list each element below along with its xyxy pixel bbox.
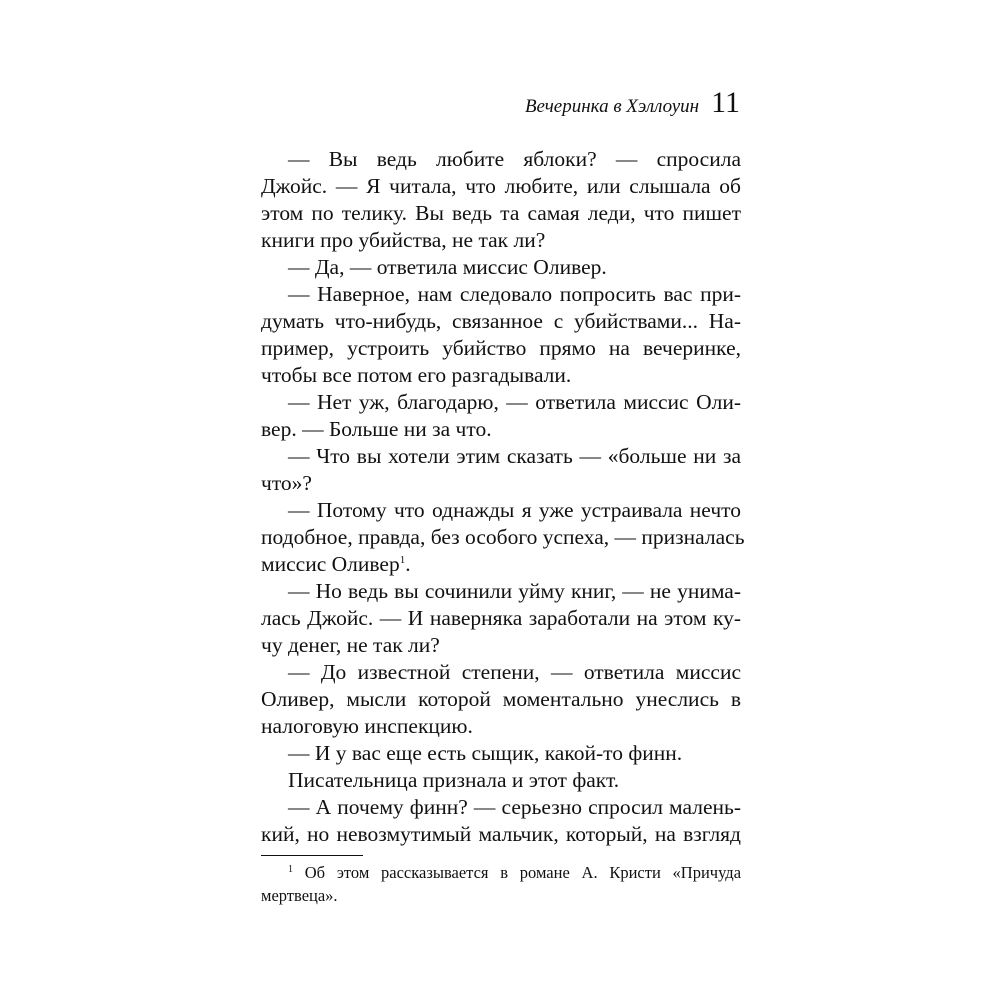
text-line: чтобы все потом его разгадывали.: [261, 363, 572, 387]
text-line: Джойс. — Я читала, что любите, или слышала об: [261, 174, 741, 198]
text-line: кий, но невозмутимый мальчик, который, на взгляд: [261, 822, 741, 846]
text-line: миссис Оливер: [261, 552, 400, 576]
footnote-text: Об этом рассказывается в романе А. Кристи «Причуда: [304, 863, 742, 882]
text-line: — Вы ведь любите яблоки? — спросила: [288, 147, 741, 171]
text-line: Оливер, мысли которой моментально унеслись в: [261, 687, 741, 711]
text-line: книги про убийства, не так ли?: [261, 228, 546, 252]
text-line: что»?: [261, 471, 312, 495]
text-line: налоговую инспекцию.: [261, 714, 473, 738]
text-line: — Да, — ответила миссис Оливер.: [288, 255, 607, 279]
footnote-line: [261, 861, 741, 884]
text-line: — Нет уж, благодарю, — ответила миссис Оли-: [288, 390, 741, 414]
text-line: — Наверное, нам следовало попросить вас при-: [288, 282, 741, 306]
footnote-reference-trail: .: [405, 552, 411, 576]
text-line: лась Джойс. — И наверняка заработали на этом ку-: [261, 606, 741, 630]
text-line: — Что вы хотели этим сказать — «больше ни за: [288, 444, 741, 468]
text-line: Писательница признала и этот факт.: [288, 768, 620, 792]
text-line: — Потому что однажды я уже устраивала нечто: [288, 498, 741, 522]
text-line: — До известной степени, — ответила миссис: [288, 660, 741, 684]
running-head: [260, 86, 740, 126]
text-line: пример, устроить убийство прямо на вечеринке,: [261, 336, 741, 360]
running-title: Вечеринка в Хэллоуин: [524, 96, 700, 117]
text-line: — Но ведь вы сочинили уйму книг, — не унима-: [288, 579, 741, 603]
text-line-with-footnote: [261, 551, 741, 578]
text-line: думать что-нибудь, связанное с убийствами... На-: [261, 309, 741, 333]
footnote-divider: [261, 855, 363, 856]
body-text: [261, 146, 745, 848]
text-line: — А почему финн? — серьезно спросил малень-: [288, 795, 741, 819]
footnote: [261, 861, 741, 907]
text-line: чу денег, не так ли?: [261, 633, 440, 657]
text-line: этом по телику. Вы ведь та самая леди, что пишет: [261, 201, 741, 225]
text-line: вер. — Больше ни за что.: [261, 417, 492, 441]
text-line: — И у вас еще есть сыщик, какой-то финн.: [288, 741, 683, 765]
footnote-reference: 1: [399, 554, 406, 566]
footnote-marker: 1: [288, 864, 293, 875]
footnote-line: мертвеца».: [261, 886, 338, 905]
page-number: 11: [711, 86, 740, 119]
text-line: подобное, правда, без особого успеха, — призналась: [261, 525, 745, 549]
